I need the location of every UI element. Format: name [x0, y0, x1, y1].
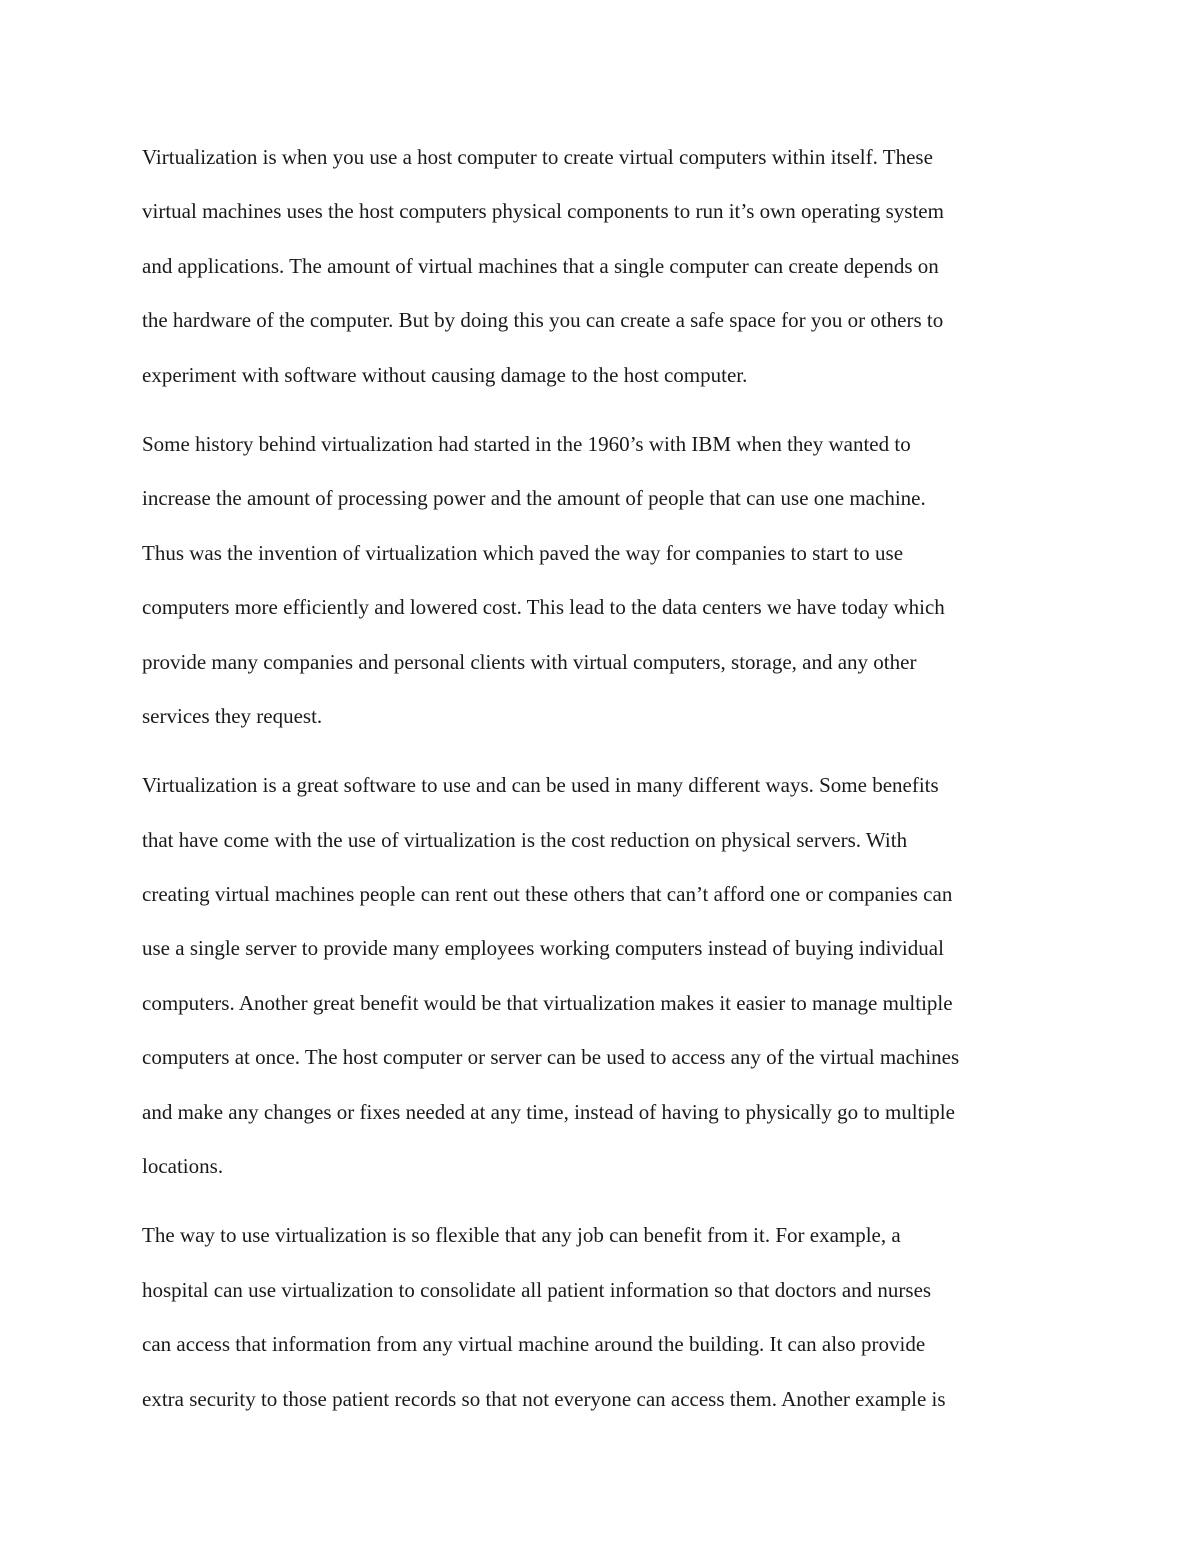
paragraph-2 [142, 417, 1072, 743]
text-line: computers at once. The host computer or server can be used to access any of the virtual machines [142, 1045, 960, 1070]
text-line: computers more efficiently and lowered cost. This lead to the data centers we have today which [142, 595, 945, 620]
text-line: provide many companies and personal clients with virtual computers, storage, and any other [142, 649, 917, 674]
text-line: Virtualization is a great software to use and can be used in many different ways. Some benefits [142, 773, 939, 798]
text-line: Thus was the invention of virtualization which paved the way for companies to start to use [142, 540, 904, 565]
document-body [142, 130, 1072, 1441]
text-line: extra security to those patient records so that not everyone can access them. Another example is [142, 1386, 946, 1411]
text-line: creating virtual machines people can rent out these others that can’t afford one or companies can [142, 882, 953, 907]
text-line: increase the amount of processing power and the amount of people that can use one machine. [142, 486, 926, 511]
text-line: and applications. The amount of virtual machines that a single computer can create depends on [142, 253, 939, 278]
text-line: can access that information from any virtual machine around the building. It can also provide [142, 1332, 926, 1357]
text-line: locations. [142, 1154, 224, 1179]
text-line: Some history behind virtualization had started in the 1960’s with IBM when they wanted to [142, 431, 911, 456]
paragraph-3 [142, 758, 1072, 1193]
text-line: services they request. [142, 703, 323, 728]
text-line: computers. Another great benefit would be that virtualization makes it easier to manage multiple [142, 990, 953, 1015]
text-line: that have come with the use of virtualization is the cost reduction on physical servers. With [142, 827, 908, 852]
paragraph-4 [142, 1208, 1072, 1426]
text-line: Virtualization is when you use a host computer to create virtual computers within itself. These [142, 145, 933, 169]
text-line: The way to use virtualization is so flexible that any job can benefit from it. For example, a [142, 1223, 901, 1248]
text-line: hospital can use virtualization to consolidate all patient information so that doctors and nurses [142, 1277, 932, 1302]
paragraph-1 [142, 130, 1072, 402]
text-line: virtual machines uses the host computers physical components to run it’s own operating system [142, 199, 944, 224]
text-line: and make any changes or fixes needed at any time, instead of having to physically go to multiple [142, 1099, 955, 1124]
text-line: use a single server to provide many employees working computers instead of buying individual [142, 936, 944, 961]
text-line: experiment with software without causing damage to the host computer. [142, 362, 748, 387]
text-line: the hardware of the computer. But by doing this you can create a safe space for you or others to [142, 308, 944, 333]
